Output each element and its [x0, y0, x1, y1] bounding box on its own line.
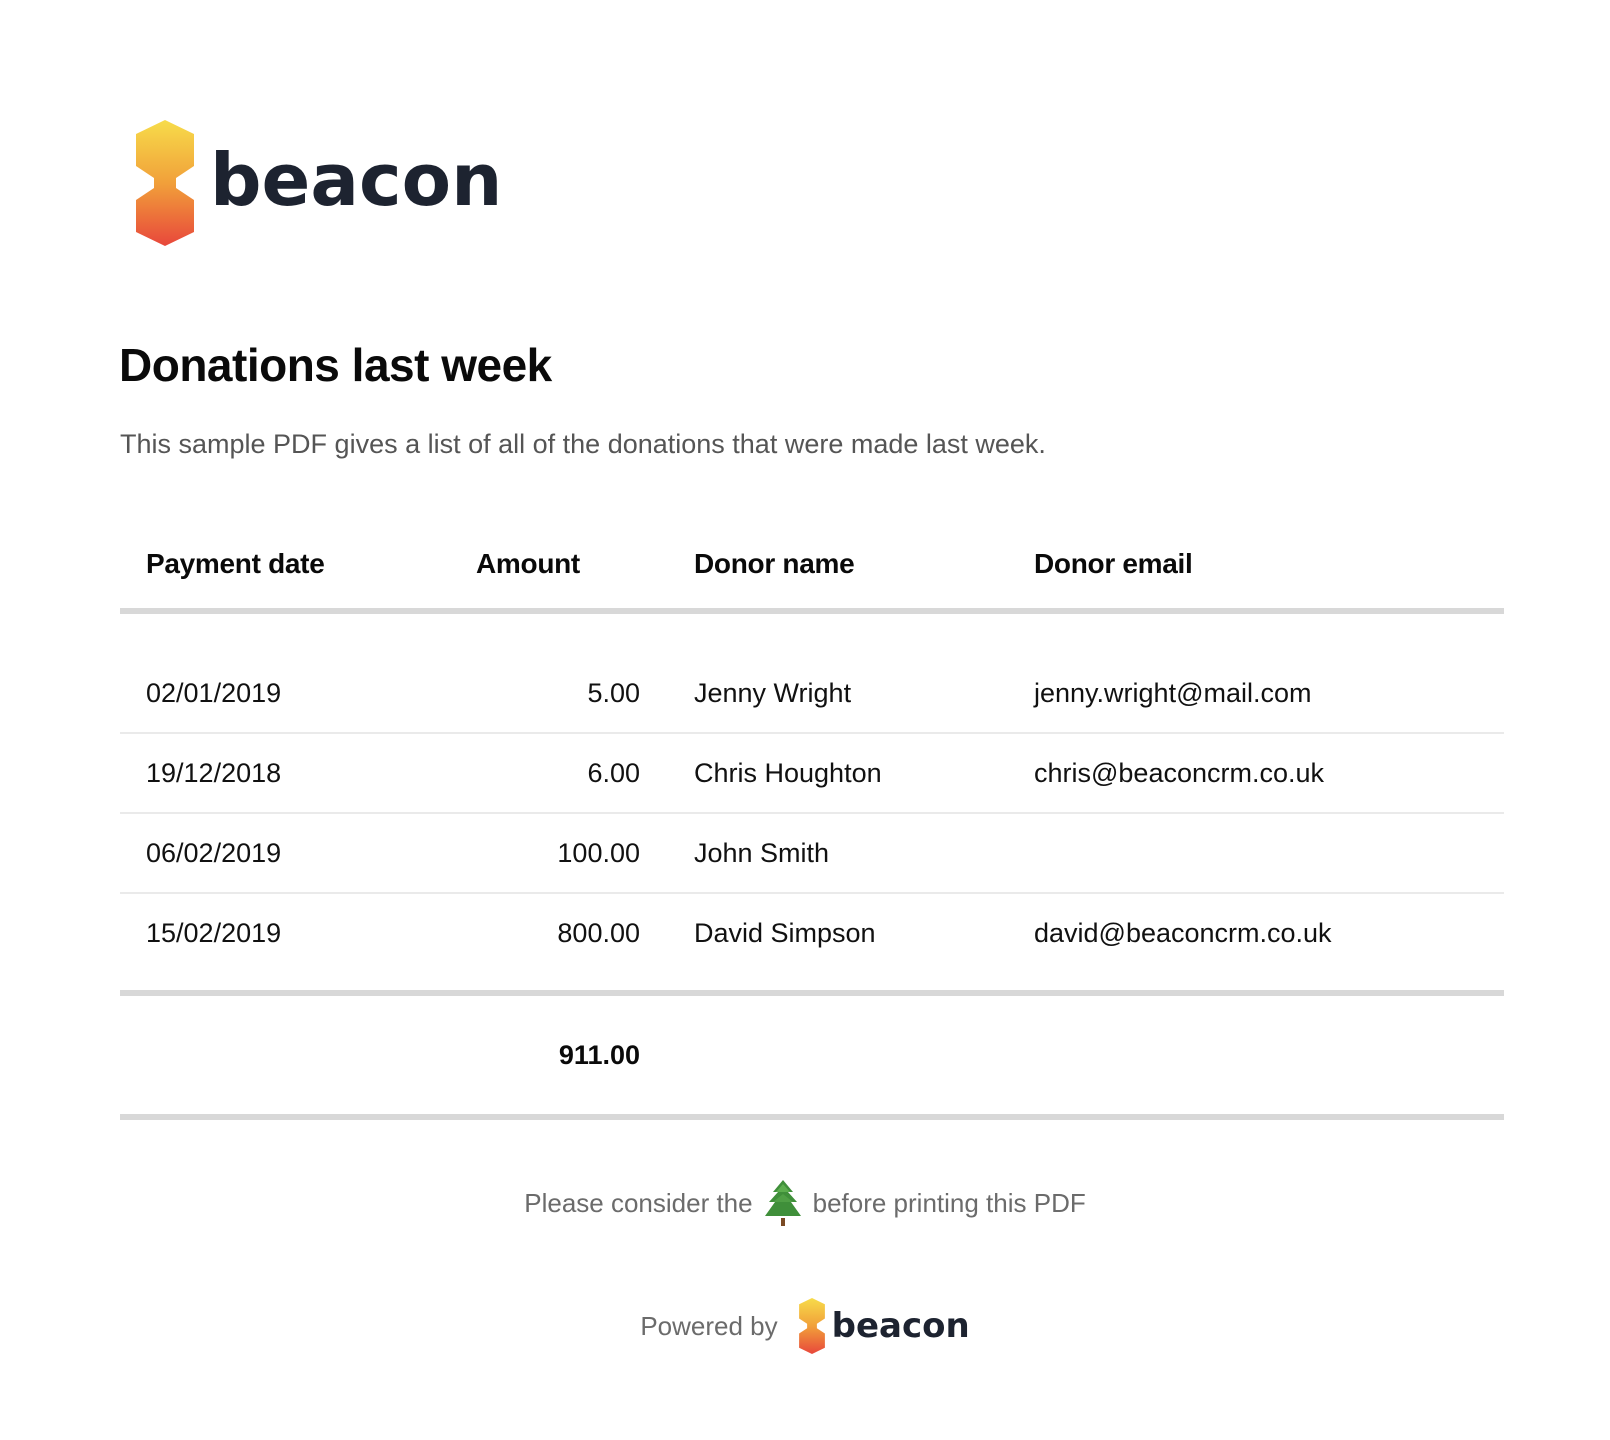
table-total-row [120, 996, 1504, 1120]
cell-donor-email: chris@beaconcrm.co.uk [1034, 758, 1325, 788]
cell-donor-name: Chris Houghton [694, 758, 882, 788]
cell-amount: 5.00 [587, 678, 640, 708]
beacon-small-logo-icon [798, 1298, 826, 1354]
report-title: Donations last week [119, 339, 552, 391]
beacon-logo-mark-icon [134, 120, 196, 246]
cell-payment-date: 06/02/2019 [146, 838, 282, 868]
table-row [120, 894, 1504, 974]
report-description: This sample PDF gives a list of all of the donations that were made last week. [120, 429, 1046, 459]
cell-amount: 800.00 [557, 918, 640, 948]
cell-amount: 6.00 [587, 758, 640, 788]
header-payment-date: Payment date [146, 548, 325, 579]
cell-payment-date: 19/12/2018 [146, 758, 282, 788]
cell-amount: 100.00 [557, 838, 640, 868]
table-row [120, 654, 1504, 734]
cell-donor-name: David Simpson [694, 918, 876, 948]
cell-donor-name: Jenny Wright [694, 678, 852, 708]
powered-by [0, 1298, 1610, 1354]
powered-by-label: Powered by [640, 1310, 778, 1341]
cell-payment-date: 02/01/2019 [146, 678, 282, 708]
beacon-logo [134, 120, 502, 246]
print-note-before: Please consider the [524, 1187, 753, 1218]
header-donor-name: Donor name [694, 548, 855, 579]
cell-donor-email: jenny.wright@mail.com [1034, 678, 1312, 708]
table-header [120, 520, 1504, 614]
header-amount: Amount [476, 548, 580, 579]
header-donor-email: Donor email [1034, 548, 1193, 579]
table-row [120, 814, 1504, 894]
print-note-after: before printing this PDF [812, 1187, 1086, 1218]
tree-icon [763, 1180, 803, 1226]
cell-donor-name: John Smith [694, 838, 830, 868]
cell-donor-email: david@beaconcrm.co.uk [1034, 918, 1332, 948]
table-row [120, 734, 1504, 814]
total-amount: 911.00 [558, 1040, 640, 1070]
table-body-spacer [120, 614, 1504, 654]
powered-by-brand: beacon [831, 1306, 970, 1346]
cell-payment-date: 15/02/2019 [146, 918, 282, 948]
print-note [0, 1180, 1610, 1226]
donations-table [120, 520, 1504, 1120]
beacon-wordmark: beacon [210, 138, 503, 222]
